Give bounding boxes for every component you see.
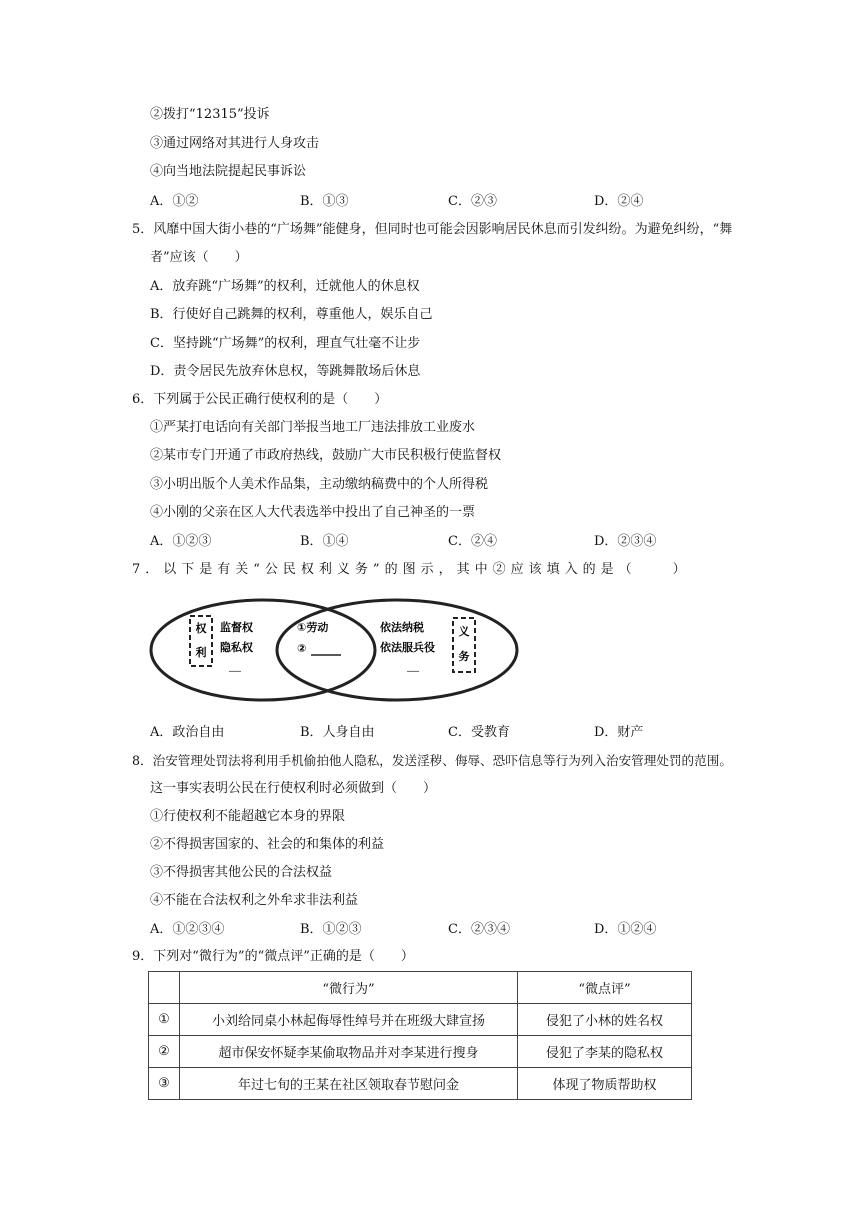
q7-option-d: D．财产 — [594, 725, 644, 740]
q5-stem-line1: 5．风靡中国大街小巷的“广场舞”能健身，但同时也可能会因影响居民休息而引发纠纷。为避免纠纷，“舞 — [132, 222, 733, 237]
q8-stem-line2: 这一事实表明公民在行使权利时必须做到（ ） — [150, 781, 437, 796]
table-cell-comment: 侵犯了小林的姓名权 — [518, 1004, 692, 1036]
q4-item-3: ③通过网络对其进行人身攻击 — [150, 136, 320, 151]
q5-choice-b: B．行使好自己跳舞的权利，尊重他人，娱乐自己 — [150, 307, 433, 322]
q8-item-3: ③不得损害其他公民的合法权益 — [150, 865, 333, 880]
table-cell-index: ② — [149, 1036, 180, 1068]
overlap-item-blank: ② — [297, 642, 307, 655]
rights-item-supervision: 监督权 — [220, 621, 253, 634]
q4-option-a: A．①② — [150, 194, 199, 209]
q4-option-d: D．②④ — [594, 194, 644, 209]
q8-option-c: C．②③④ — [448, 922, 510, 937]
q6-option-a: A．①②③ — [150, 534, 212, 549]
table-cell-comment: 侵犯了李某的隐私权 — [518, 1036, 692, 1068]
table-row — [149, 1004, 692, 1036]
duties-item-military: 依法服兵役 — [380, 641, 435, 654]
q7-stem: 7．以下是有关“公民权利义务”的图示，其中②应该填入的是（ ） — [132, 562, 691, 577]
q6-option-b: B．①④ — [300, 534, 349, 549]
rights-label-char-2: 利 — [195, 646, 207, 659]
rights-label-char-1: 权 — [195, 622, 207, 635]
overlap-item-labor: ①劳动 — [297, 621, 329, 634]
table-header-comment: “微点评” — [518, 972, 692, 1004]
micro-behavior-table — [148, 971, 692, 1100]
rights-duties-venn-diagram — [145, 594, 525, 706]
q6-item-4: ④小刚的父亲在区人大代表选举中投出了自己神圣的一票 — [150, 505, 476, 520]
q8-option-b: B．①②③ — [300, 922, 362, 937]
q8-option-a: A．①②③④ — [150, 922, 225, 937]
q6-option-c: C．②④ — [448, 534, 497, 549]
q6-item-1: ①严某打电话向有关部门举报当地工厂违法排放工业废水 — [150, 420, 476, 435]
q6-stem: 6．下列属于公民正确行使权利的是（ ） — [132, 392, 388, 407]
table-cell-index: ③ — [149, 1068, 180, 1100]
q8-item-4: ④不能在合法权利之外牟求非法利益 — [150, 893, 359, 908]
table-header-row — [149, 972, 692, 1004]
q5-choice-c: C．坚持跳“广场舞”的权利，理直气壮毫不让步 — [150, 336, 421, 351]
table-header-index — [149, 972, 180, 1004]
q8-option-d: D．①②④ — [594, 922, 657, 937]
q6-item-2: ②某市专门开通了市政府热线，鼓励广大市民积极行使监督权 — [150, 448, 502, 463]
q5-choice-d: D．责令居民先放弃休息权，等跳舞散场后休息 — [150, 364, 421, 379]
table-cell-behavior: 超市保安怀疑李某偷取物品并对李某进行搜身 — [180, 1036, 518, 1068]
q8-stem-line1: 8．治安管理处罚法将利用手机偷拍他人隐私，发送淫秽、侮辱、恐吓信息等行为列入治安管理处罚的范围。 — [132, 753, 732, 768]
q7-option-b: B．人身自由 — [300, 725, 375, 740]
duties-ellipsis: …… — [407, 667, 419, 674]
rights-item-privacy: 隐私权 — [220, 641, 253, 654]
table-cell-behavior: 小刘给同桌小林起侮辱性绰号并在班级大肆宣扬 — [180, 1004, 518, 1036]
table-row — [149, 1068, 692, 1100]
rights-ellipse — [151, 600, 375, 700]
duties-item-tax: 依法纳税 — [380, 621, 424, 634]
q4-option-b: B．①③ — [300, 194, 349, 209]
q7-option-a: A．政治自由 — [150, 725, 225, 740]
duties-label-char-1: 义 — [458, 625, 470, 638]
q4-item-2: ②拨打“12315”投诉 — [150, 107, 270, 122]
q4-item-4: ④向当地法院提起民事诉讼 — [150, 164, 307, 179]
q6-option-d: D．②③④ — [594, 534, 657, 549]
table-cell-index: ① — [149, 1004, 180, 1036]
q5-stem-line2: 者”应该（ ） — [150, 250, 248, 265]
q4-option-c: C．②③ — [448, 194, 497, 209]
q6-item-3: ③小明出版个人美术作品集，主动缴纳稿费中的个人所得税 — [150, 477, 489, 492]
table-header-behavior: “微行为” — [180, 972, 518, 1004]
q9-stem: 9．下列对“微行为”的“微点评”正确的是（ ） — [132, 949, 414, 964]
q8-item-2: ②不得损害国家的、社会的和集体的利益 — [150, 837, 385, 852]
duties-label-char-2: 务 — [458, 650, 470, 663]
q8-item-1: ①行使权利不能超越它本身的界限 — [150, 809, 346, 824]
table-cell-comment: 体现了物质帮助权 — [518, 1068, 692, 1100]
q5-choice-a: A．放弃跳“广场舞”的权利，迁就他人的休息权 — [150, 279, 420, 294]
rights-ellipsis: …… — [229, 667, 241, 674]
q7-option-c: C．受教育 — [448, 725, 510, 740]
table-row — [149, 1036, 692, 1068]
table-cell-behavior: 年过七旬的王某在社区领取春节慰问金 — [180, 1068, 518, 1100]
